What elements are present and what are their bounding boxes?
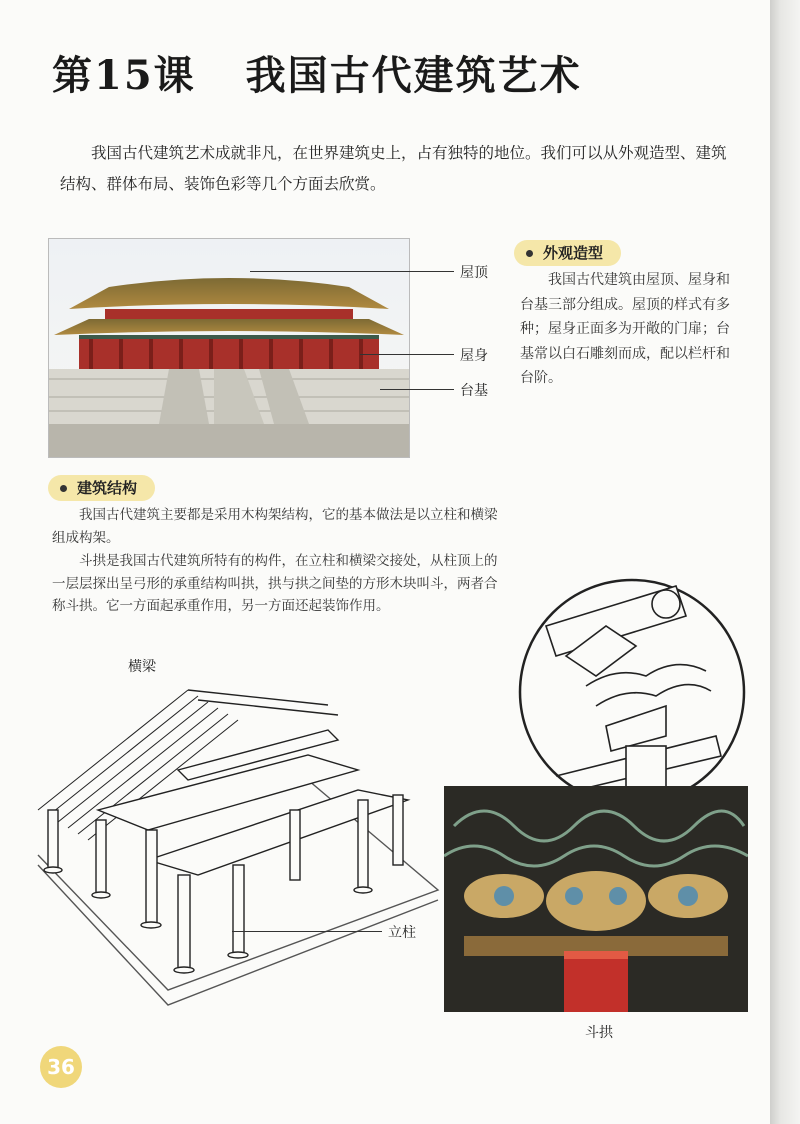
structure-heading — [48, 475, 155, 501]
pillar-callout-line — [232, 931, 382, 932]
bracket-photo — [444, 786, 748, 1012]
book-spine-shadow — [770, 0, 800, 1124]
structure-paragraph-1: 我国古代建筑主要都是采用木构架结构，它的基本做法是以立柱和横梁组成构架。 — [52, 507, 498, 546]
bullet-dot-icon — [60, 485, 67, 492]
beam-label: 横梁 — [128, 659, 156, 675]
bullet-dot-icon — [526, 250, 533, 257]
structure-heading-label: 建筑结构 — [77, 479, 138, 497]
body-label: 屋身 — [460, 348, 488, 364]
body-callout-line — [360, 354, 454, 355]
timber-frame-drawing — [28, 660, 448, 1040]
page-title — [52, 44, 582, 101]
appearance-heading-label: 外观造型 — [543, 244, 604, 262]
pillar-label: 立柱 — [388, 925, 416, 941]
lesson-topic: 我国古代建筑艺术 — [245, 52, 582, 99]
intro-paragraph: 我国古代建筑艺术成就非凡，在世界建筑史上，占有独特的地位。我们可以从外观造型、建筑结构、群体布局、装饰色彩等几个方面去欣赏。 — [60, 144, 727, 193]
lesson-number: 第15课 — [52, 52, 196, 99]
page-number-badge: 36 — [40, 1046, 82, 1088]
structure-paragraph-2: 斗拱是我国古代建筑所特有的构件，在立柱和横梁交接处，从柱顶上的一层层探出呈弓形的承重结构叫拱，拱与拱之间垫的方形木块叫斗，两者合称斗拱。它一方面起承重作用，另一方面还起装饰作用。 — [52, 553, 498, 614]
appearance-heading — [514, 240, 621, 266]
appearance-text: 我国古代建筑由屋顶、屋身和台基三部分组成。屋顶的样式有多种；屋身正面多为开敞的门扉；台基常以白石雕刻而成，配以栏杆和台阶。 — [520, 272, 730, 386]
base-callout-line — [380, 389, 454, 390]
bracket-detail-drawing — [516, 576, 748, 808]
roof-label: 屋顶 — [460, 265, 488, 281]
roof-callout-line — [250, 271, 454, 272]
bracket-caption: 斗拱 — [585, 1025, 613, 1041]
base-label: 台基 — [460, 383, 488, 399]
